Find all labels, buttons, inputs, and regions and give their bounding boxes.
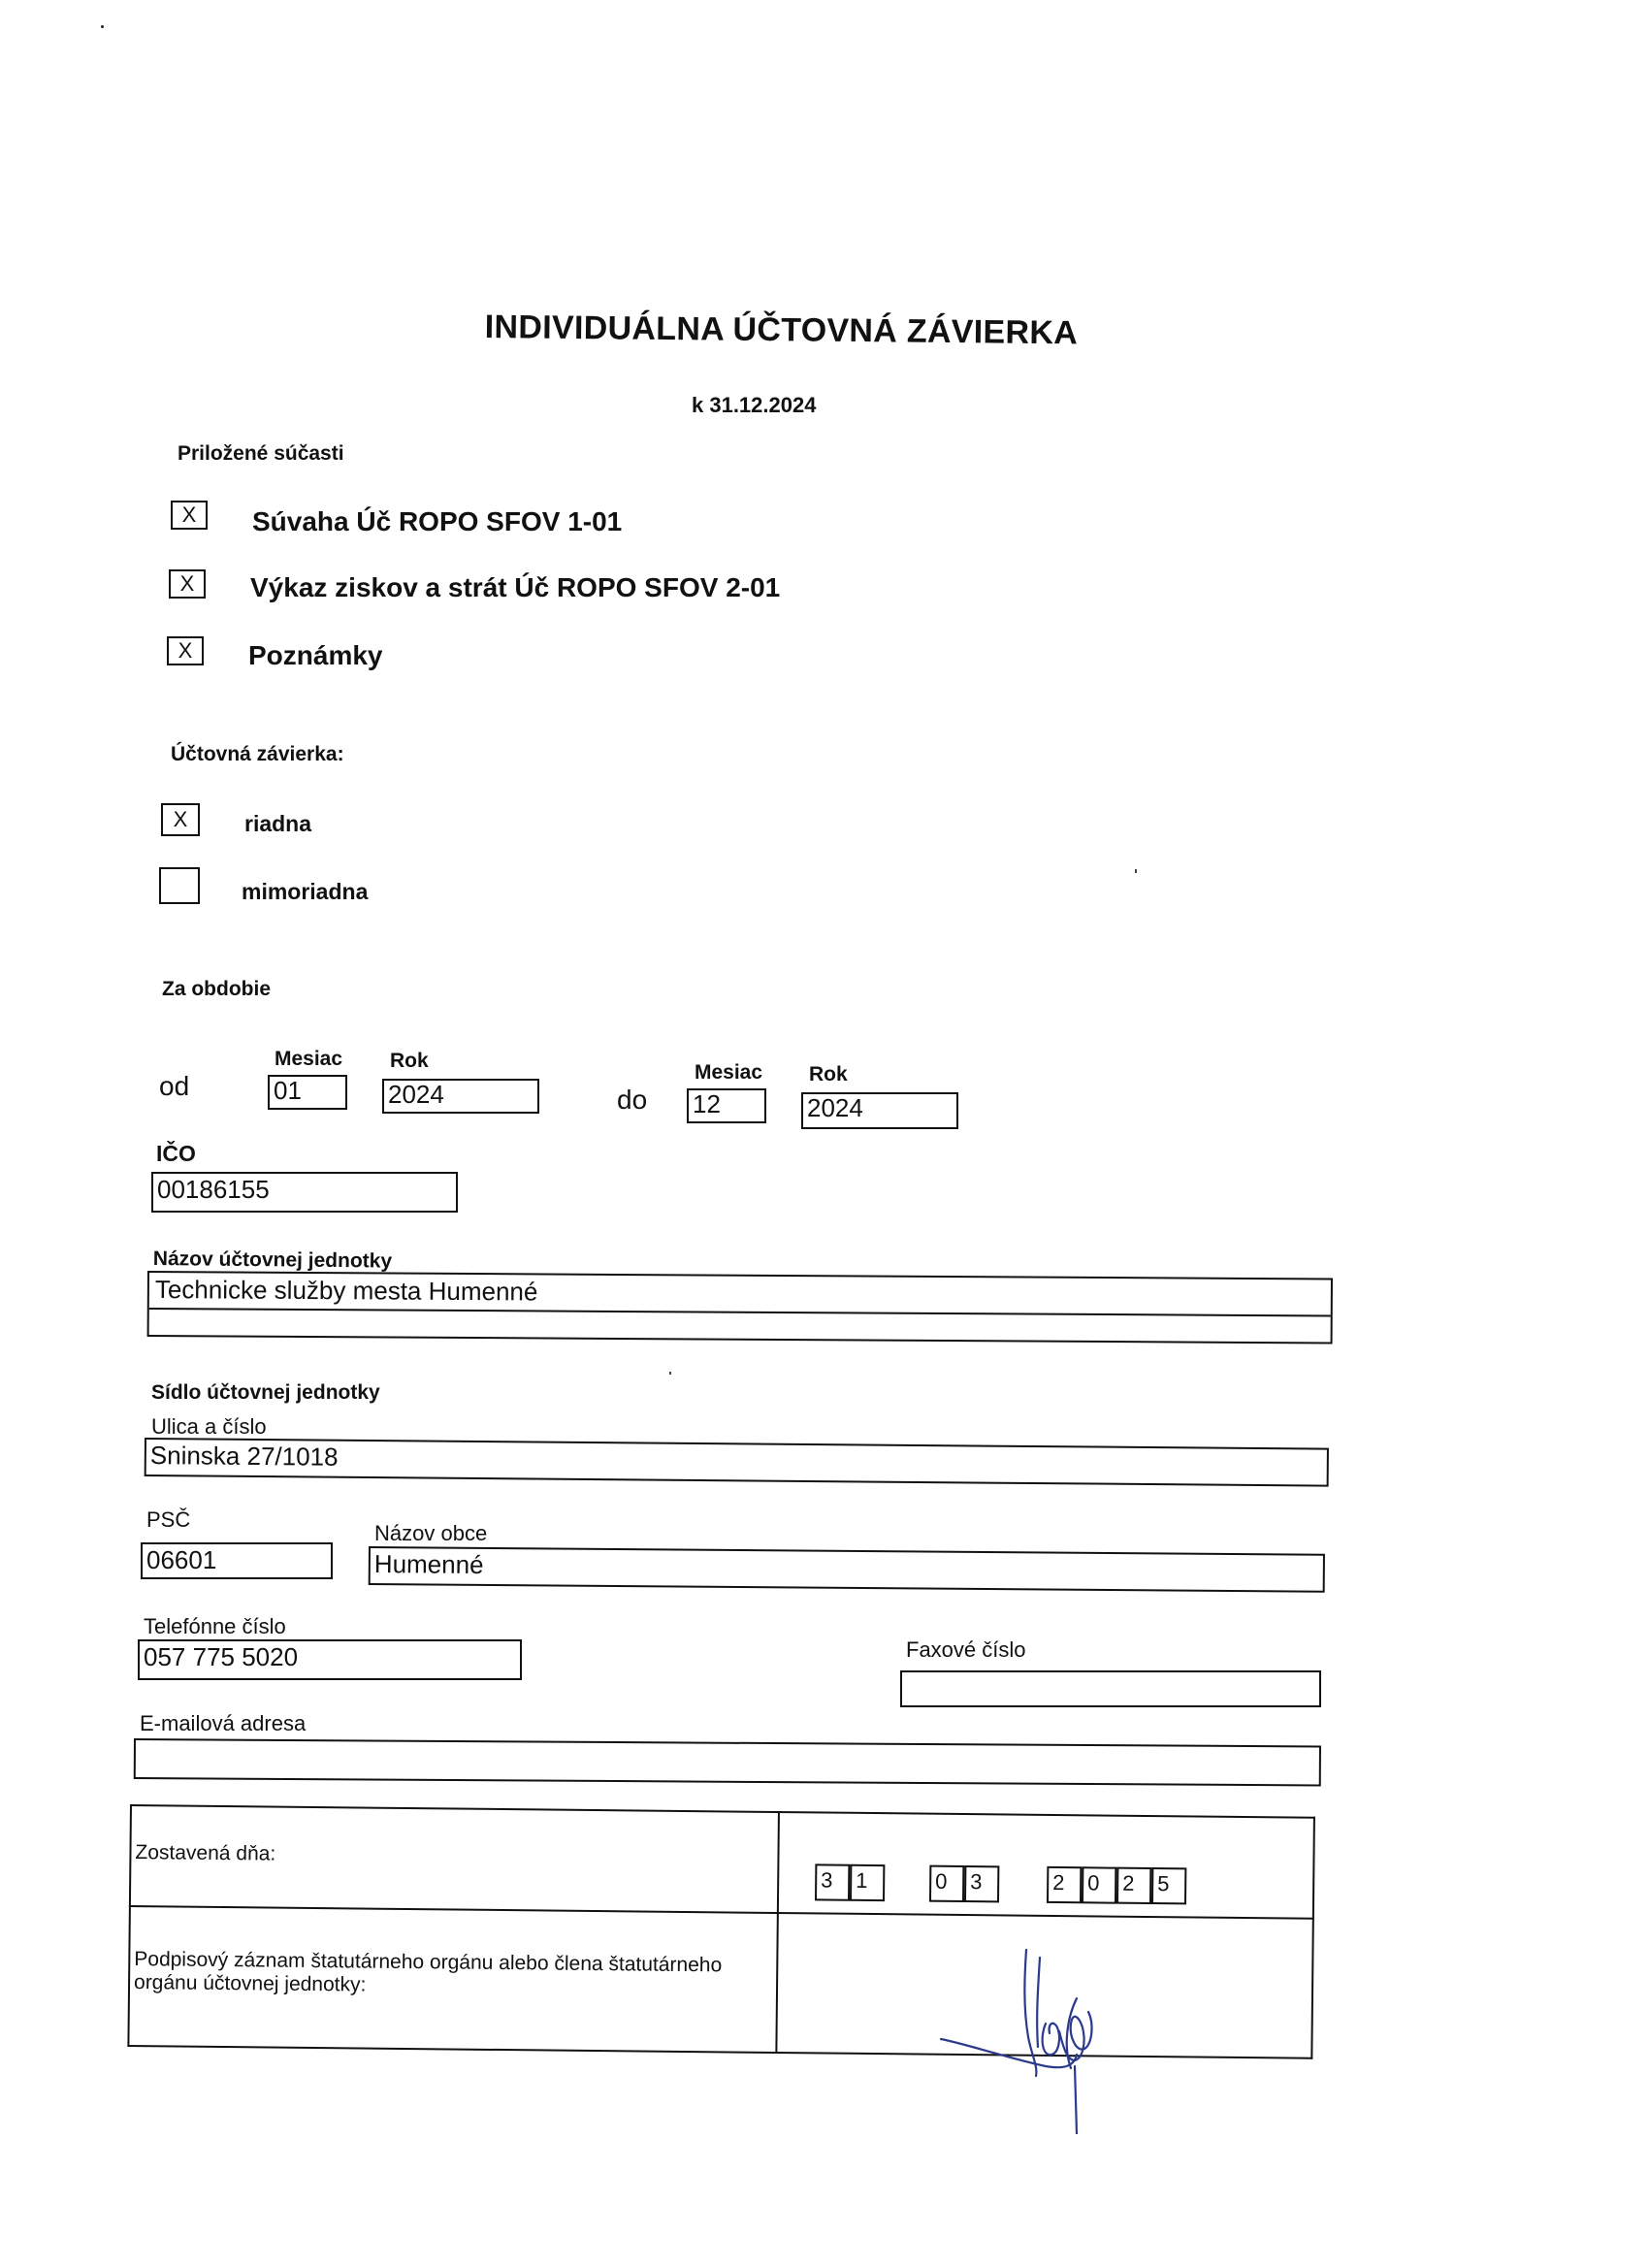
scan-speck [101,25,104,28]
compiled-label: Zostavená dňa: [135,1841,276,1865]
ico-label: IČO [156,1141,196,1166]
from-month-field[interactable]: 01 [268,1075,347,1110]
to-month-field[interactable]: 12 [687,1088,766,1123]
closing-label-riadna: riadna [244,811,312,836]
compiled-month-digit: 3 [964,1865,999,1902]
compiled-year-digit: 2 [1047,1866,1082,1903]
phone-label: Telefónne číslo [144,1614,286,1638]
city-label: Názov obce [374,1521,488,1545]
closing-type-heading: Účtovná závierka: [171,743,344,765]
psc-field[interactable]: 06601 [141,1542,333,1579]
compiled-day-digit: 3 [815,1863,850,1900]
compiled-year-digit: 0 [1082,1866,1116,1903]
compiled-day-digit: 1 [850,1864,885,1901]
attachment-label-suvaha: Súvaha Úč ROPO SFOV 1-01 [252,506,623,536]
fax-field[interactable] [900,1670,1321,1707]
document-title: INDIVIDUÁLNA ÚČTOVNÁ ZÁVIERKA [484,308,1079,352]
attachment-checkbox-suvaha[interactable]: X [171,501,208,530]
from-month-label: Mesiac [275,1048,343,1070]
street-label: Ulica a číslo [151,1414,267,1439]
signature-label-line1: Podpisový záznam štatutárneho orgánu alebo člena štatutárneho [134,1948,723,1977]
signature-label-line2: orgánu účtovnej jednotky: [133,1971,367,1996]
period-heading: Za obdobie [162,978,271,1000]
from-year-field[interactable]: 2024 [382,1079,539,1114]
ico-field[interactable]: 00186155 [151,1172,458,1213]
table-top-border [130,1804,1315,1819]
signature-table [127,1804,1315,2059]
attachment-label-poznamky: Poznámky [248,640,383,670]
attachment-label-vykaz: Výkaz ziskov a strát Úč ROPO SFOV 2-01 [250,572,781,602]
compiled-month-digit: 0 [929,1865,964,1902]
to-year-label: Rok [809,1063,848,1085]
attachments-heading: Priložené súčasti [178,442,344,465]
handwritten-signature [931,1930,1135,2134]
to-year-field[interactable]: 2024 [801,1092,958,1129]
fax-label: Faxové číslo [906,1637,1026,1662]
table-right-border [1310,1817,1315,2059]
table-bottom-border [127,2045,1312,2059]
table-left-border [127,1804,132,2047]
phone-field[interactable]: 057 775 5020 [138,1639,522,1680]
email-label: E-mailová adresa [140,1711,307,1735]
compiled-year-digit: 2 [1116,1867,1151,1904]
closing-label-mimoriadna: mimoriadna [242,879,369,904]
attachment-checkbox-vykaz[interactable]: X [169,569,206,599]
table-column-divider [775,1811,780,2054]
table-middle-border [129,1905,1314,1920]
as-of-date: k 31.12.2024 [692,393,817,417]
entity-name-field[interactable] [147,1271,1333,1344]
scan-speck [669,1372,671,1375]
email-field[interactable] [134,1738,1321,1786]
psc-label: PSČ [146,1507,191,1532]
entity-name-label: Názov účtovnej jednotky [152,1247,393,1273]
to-label: do [617,1085,648,1115]
city-field[interactable]: Humenné [369,1546,1325,1593]
from-year-label: Rok [390,1050,429,1072]
address-heading: Sídlo účtovnej jednotky [151,1381,380,1404]
compiled-day[interactable] [815,1863,892,1901]
closing-checkbox-riadna[interactable]: X [161,803,200,836]
entity-name-value: Technicke služby mesta Humenné [154,1275,538,1307]
attachment-checkbox-poznamky[interactable]: X [167,636,204,665]
scan-speck [1135,869,1137,873]
to-month-label: Mesiac [695,1061,763,1084]
compiled-month[interactable] [929,1865,1007,1903]
compiled-year-digit: 5 [1151,1867,1186,1904]
compiled-year[interactable] [1047,1866,1202,1905]
street-field[interactable]: Sninska 27/1018 [145,1438,1329,1487]
from-label: od [159,1071,190,1101]
closing-checkbox-mimoriadna[interactable] [159,867,200,904]
